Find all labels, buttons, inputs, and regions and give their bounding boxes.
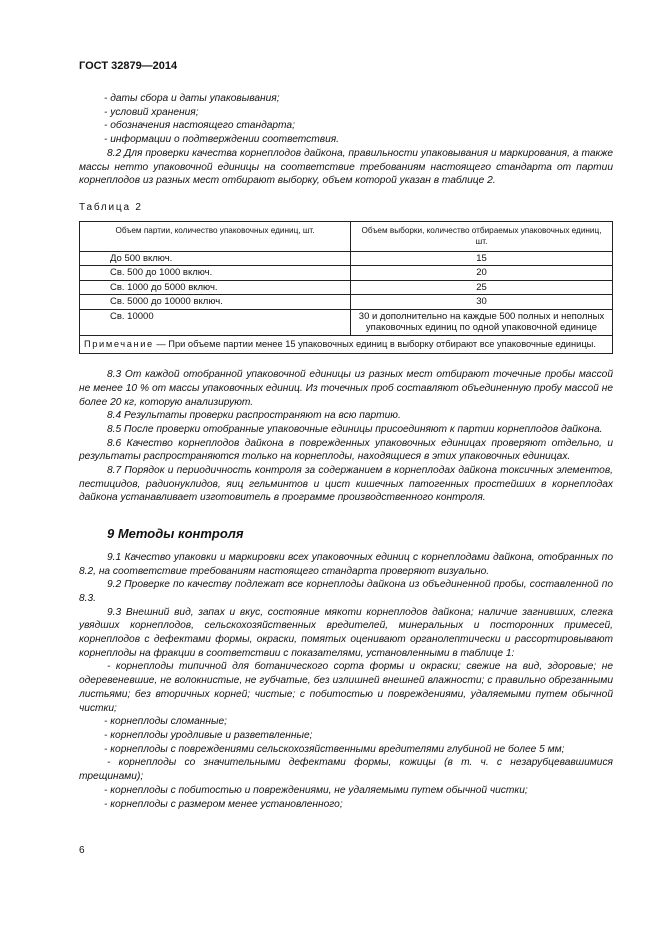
table-cell: 15 bbox=[351, 251, 613, 266]
list-item: - обозначения настоящего стандарта; bbox=[104, 120, 295, 132]
list-item: - условий хранения; bbox=[104, 106, 199, 118]
table-cell: Св. 1000 до 5000 включ. bbox=[80, 280, 351, 295]
table-cell: Св. 10000 bbox=[80, 309, 351, 335]
table-header-row bbox=[80, 221, 613, 251]
paragraph-9-3: 9.3 Внешний вид, запах и вкус, состояние мякоти корнеплодов дайкона; наличие загнивших, слегка увядших корнеплодов, сельскохозяйственных вредителей, минеральных и посторонних примесей, корнеплодов с дефектами формы, окраски, помятых оценивают органолептически и рассортировывают корнеплоды на фракции в соответствии с показателями, установленными в таблице 1: bbox=[79, 606, 613, 659]
table-title: Таблица 2 bbox=[79, 201, 143, 213]
table-cell: Св. 5000 до 10000 включ. bbox=[80, 295, 351, 310]
paragraph-8-5: 8.5 После проверки отобранные упаковочные единицы присоединяют к партии корнеплодов дайкона. bbox=[107, 423, 603, 435]
table-cell: 20 bbox=[351, 266, 613, 281]
paragraph-8-2: 8.2 Для проверки качества корнеплодов дайкона, правильности упаковывания и маркирования, а также массы нетто упаковочной единицы на соответствие требованиям настоящего стандарта от партии корнеплодов из разных мест отбирают выборку, объем которой указан в таблице 2. bbox=[79, 147, 613, 187]
table-row bbox=[80, 280, 613, 295]
list-item: - корнеплоды с побитостью и повреждениями, не удаляемыми путем обычной чистки; bbox=[104, 784, 528, 796]
table-row bbox=[80, 266, 613, 281]
list-item: - корнеплоды типичной для ботанического сорта формы и окраски; свежие на вид, здоровые; не одеревеневшие, не волокнистые, не губчатые, без излишней внешней влажности; с правильно обрезанными листьями; без вторичных корней; чистые; с побитостью и повреждениями, удаляемыми путем обычной чистки; bbox=[79, 661, 613, 714]
table-row bbox=[80, 251, 613, 266]
paragraph-8-4: 8.4 Результаты проверки распространяют на всю партию. bbox=[107, 410, 401, 422]
table-row bbox=[80, 295, 613, 310]
table-header-col2: Объем выборки, количество отбираемых упаковочных единиц, шт. bbox=[351, 221, 613, 251]
list-item: - даты сбора и даты упаковывания; bbox=[104, 93, 280, 104]
table-cell: 25 bbox=[351, 280, 613, 295]
table-row bbox=[80, 309, 613, 335]
note-label: Примечание bbox=[84, 338, 154, 349]
list-item: - информации о подтверждении соответствия. bbox=[104, 134, 340, 146]
paragraph-8-6: 8.6 Качество корнеплодов дайкона в поврежденных упаковочных единицах проверяют отдельно, и результаты распространяются только на корнеплоды, находящиеся в этих упаковочных единицах. bbox=[79, 437, 613, 463]
list-item: - корнеплоды с размером менее установленного; bbox=[104, 798, 343, 810]
table-note bbox=[80, 335, 613, 354]
note-text: — При объеме партии менее 15 упаковочных единиц в выборку отбирают все упаковочные единицы. bbox=[153, 338, 596, 349]
list-item: - корнеплоды сломанные; bbox=[104, 716, 227, 728]
list-item: - корнеплоды со значительными дефектами формы, кожицы (в т. ч. с незарубцевавшимися трещинами); bbox=[79, 757, 613, 783]
paragraph-9-1: 9.1 Качество упаковки и маркировки всех упаковочных единиц с корнеплодами дайкона, отобранных по 8.2, на соответствие требованиям настоящего стандарта проверяют визуально. bbox=[79, 551, 613, 577]
table-note-row bbox=[80, 335, 613, 354]
top-list bbox=[79, 92, 613, 188]
table-header-col1: Объем партии, количество упаковочных единиц, шт. bbox=[80, 221, 351, 251]
table-cell: 30 и дополнительно на каждые 500 полных и неполных упаковочных единиц по одной упаковочной единице bbox=[351, 309, 613, 335]
section-9 bbox=[79, 551, 613, 811]
paragraph-9-2: 9.2 Проверке по качеству подлежат все корнеплоды дайкона из объединенной пробы, составленной по 8.3. bbox=[79, 579, 613, 604]
table-cell: До 500 включ. bbox=[80, 251, 351, 266]
paragraph-8-7: 8.7 Порядок и периодичность контроля за содержанием в корнеплодах дайкона токсичных элементов, пестицидов, радионуклидов, яиц гельминтов и цист кишечных патогенных простейших в корнеплодах дайкона устанавливает изготовитель в программе производственного контроля. bbox=[79, 465, 613, 504]
sample-table bbox=[79, 221, 613, 355]
section-8-rest bbox=[79, 368, 613, 505]
paragraph-8-3: 8.3 От каждой отобранной упаковочной единицы из разных мест отбирают точечные пробы массой не менее 10 % от массы упаковочных единиц. Из точечных проб составляют объединенную пробу массой не более 20 кг, которую анализируют. bbox=[79, 369, 613, 408]
table-cell: 30 bbox=[351, 295, 613, 310]
page-number: 6 bbox=[79, 845, 85, 856]
page-body bbox=[79, 92, 613, 811]
table-cell: Св. 500 до 1000 включ. bbox=[80, 266, 351, 281]
list-item: - корнеплоды уродливые и разветвленные; bbox=[104, 730, 313, 741]
section-9-title: 9 Методы контроля bbox=[107, 526, 244, 542]
list-item: - корнеплоды с повреждениями сельскохозяйственными вредителями глубиной не более 5 мм; bbox=[104, 743, 565, 755]
doc-header: ГОСТ 32879—2014 bbox=[79, 60, 178, 72]
